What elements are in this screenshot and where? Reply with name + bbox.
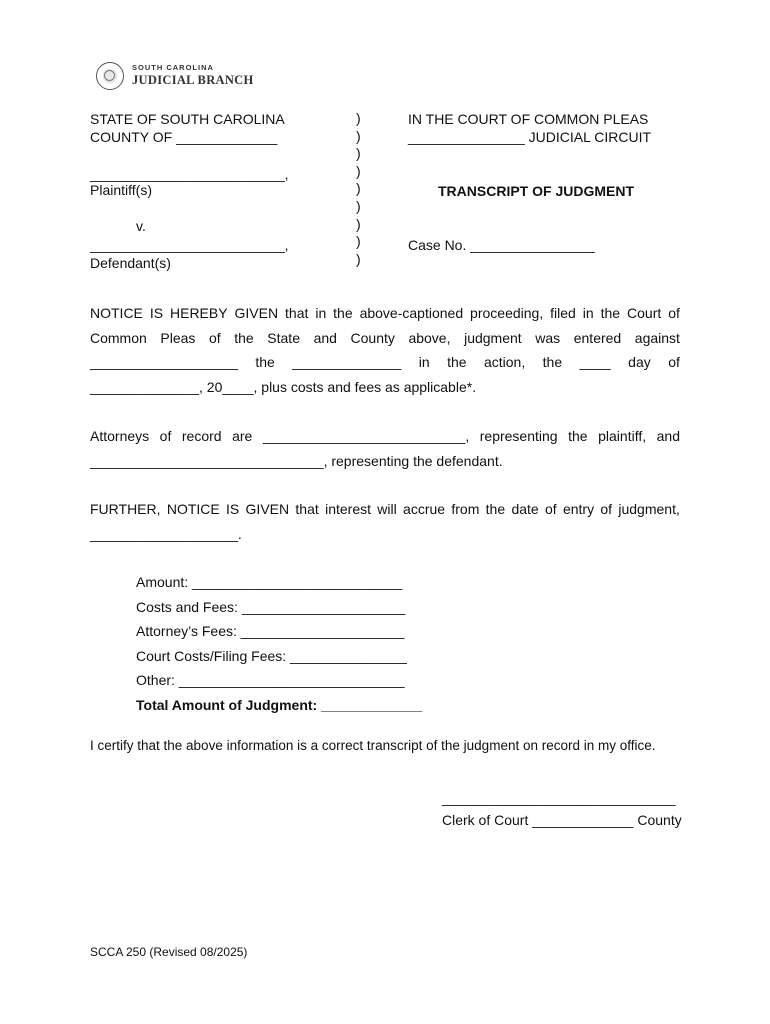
further-line-2: ___________________. [90,525,242,542]
word: in [582,305,594,321]
word: above, [408,329,451,346]
word: the [600,305,621,321]
attorney-fees-field: Attorney’s Fees: _____________________ [136,623,405,639]
paren: ) [356,162,361,179]
word: in [315,305,327,321]
word: of [544,501,557,517]
clerk-of-court-label: Clerk of Court _____________ County [442,812,682,828]
certification-text: I certify that the above information is a correct transcript of the judgment on record in my office. [90,738,656,753]
notice-line-3 [90,350,680,375]
word: will [377,501,397,517]
word: filed [550,305,576,321]
plaintiff-label: Plaintiff(s) [90,182,152,198]
word: judgment [464,329,522,346]
word: GIVEN [234,305,279,321]
word: HEREBY [170,305,228,321]
signature-line: ______________________________ [442,790,676,806]
word: that [295,501,319,517]
word: of [159,428,172,444]
judicial-circuit: _______________ JUDICIAL CIRCUIT [408,129,652,145]
word: accrue [403,501,446,517]
paren: ) [356,110,361,126]
total-amount-field: Total Amount of Judgment: _____________ [136,696,423,713]
word: the [234,329,254,346]
attorneys-line-1 [90,424,680,449]
word: the [485,501,506,517]
paren: ) [356,145,361,162]
further-paragraph [90,497,680,546]
word: entered [573,329,622,346]
word: in [418,354,430,370]
word: was [535,329,561,346]
notice-line-1 [90,301,680,326]
word: the [255,354,275,370]
word: the [333,305,353,321]
paren: ) [356,250,361,267]
word: above-captioned [359,305,464,321]
amounts-list [136,570,422,717]
paren: ) [356,127,361,144]
paren: ) [356,233,361,250]
word: State [267,329,300,346]
word: action, [483,354,526,370]
versus: v. [136,218,146,234]
word: plaintiff, [598,428,647,444]
word: NOTICE [166,501,220,517]
case-number: Case No. ________________ [408,237,595,253]
word: and [656,428,680,444]
word: Court [627,305,662,321]
word: GIVEN [245,501,290,517]
word: County [350,329,395,346]
plaintiff-blank: _________________________, [90,166,289,182]
word: __________________________, [262,428,470,444]
word: IS [149,305,164,321]
paren: ) [356,197,361,214]
word: the [447,354,467,370]
word: date [511,501,539,517]
word: that [285,305,309,321]
word: Common [90,329,147,346]
caption-county: COUNTY OF _____________ [90,129,278,145]
word: of [668,354,680,370]
notice-paragraph [90,301,680,399]
word: ____ [579,354,611,370]
word: and [313,329,337,346]
court-costs-field: Court Costs/Filing Fees: _______________ [136,647,407,664]
further-line-1 [90,497,680,522]
word: interest [325,501,371,517]
word: FURTHER, [90,501,161,517]
word: proceeding, [470,305,544,321]
sc-judicial-seal-icon [96,62,124,90]
word: of [600,501,613,517]
logo-line-1: SOUTH CAROLINA [132,63,214,72]
word: representing [479,428,558,444]
word: NOTICE [90,305,143,321]
word: of [668,305,680,321]
other-field: Other: _____________________________ [136,672,405,688]
court-name: IN THE COURT OF COMMON PLEAS [408,111,649,127]
defendant-blank: _________________________, [90,237,289,253]
costs-fees-field: Costs and Fees: _____________________ [136,598,406,615]
judicial-branch-logo [96,60,256,96]
word: IS [226,501,240,517]
word: ______________ [292,354,402,370]
word: Attorneys [90,428,150,444]
form-number-footer: SCCA 250 (Revised 08/2025) [90,945,248,959]
word: from [451,501,480,517]
word: Pleas [160,329,196,346]
document-title: TRANSCRIPT OF JUDGMENT [438,183,634,199]
amount-field: Amount: ___________________________ [136,574,403,590]
logo-line-2: JUDICIAL BRANCH [132,73,254,87]
word: ___________________ [90,354,238,370]
word: entry [562,501,595,517]
notice-line-4: ______________, 20____, plus costs and fees as applicable*. [90,378,477,395]
caption-parentheses [356,110,361,268]
attorneys-paragraph [90,424,680,473]
word: day [628,354,651,370]
word: are [232,428,253,444]
word: the [542,354,563,370]
attorneys-line-2: ______________________________, representing the defendant. [90,452,503,469]
defendant-label: Defendant(s) [90,255,171,271]
notice-line-2 [90,326,680,351]
word: of [208,329,221,346]
paren: ) [356,180,361,197]
caption-state: STATE OF SOUTH CAROLINA [90,111,285,127]
word: judgment, [618,501,680,517]
word: record [181,428,222,444]
word: the [568,428,588,444]
word: against [634,329,680,346]
paren: ) [356,215,361,232]
